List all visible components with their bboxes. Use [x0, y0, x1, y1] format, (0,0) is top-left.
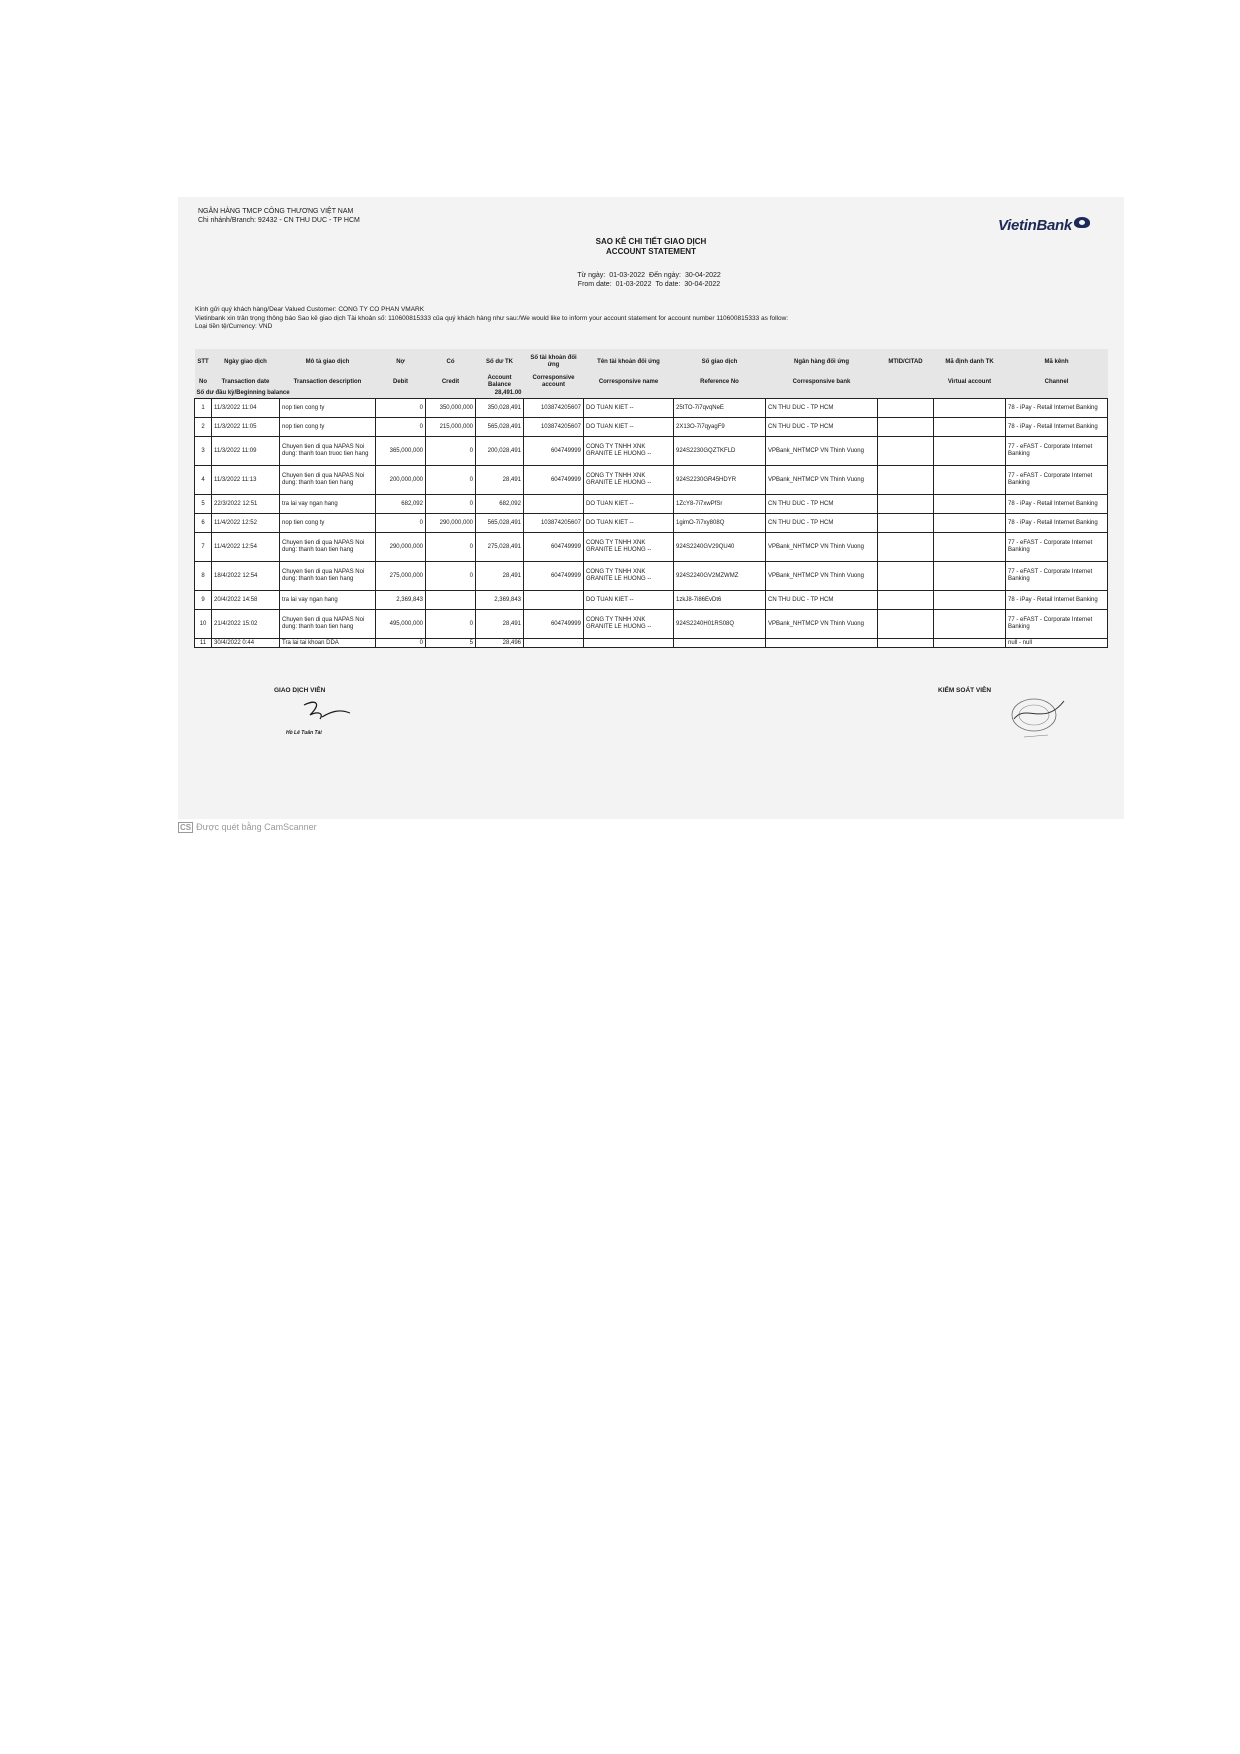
row-channel: 78 - iPay - Retail Internet Banking	[1006, 591, 1108, 610]
row-virtual	[934, 418, 1006, 437]
col-head-en: Virtual account	[934, 375, 1006, 389]
row-acct: 103874205607	[524, 514, 584, 533]
row-ref: 1gimO-7i7xy808Q	[674, 514, 766, 533]
col-head-vi: Số tài khoản đối ứng	[524, 349, 584, 375]
to-label-vi: Đến ngày:	[649, 272, 681, 279]
from-label-vi: Từ ngày:	[577, 272, 606, 279]
row-balance: 28,491	[476, 562, 524, 591]
from-label-en: From date:	[577, 281, 612, 288]
col-head-en: Corresponsive name	[584, 375, 674, 389]
row-no: 4	[195, 466, 212, 495]
row-acct: 604749999	[524, 562, 584, 591]
row-virtual	[934, 495, 1006, 514]
row-mtid	[878, 418, 934, 437]
row-name: CONG TY TNHH XNK GRANITE LE HUONG --	[584, 533, 674, 562]
row-balance: 200,028,491	[476, 437, 524, 466]
statement-table	[194, 349, 1108, 648]
row-bank: CN THU DUC - TP HCM	[766, 399, 878, 418]
row-virtual	[934, 533, 1006, 562]
col-head-en: Corresponsive bank	[766, 375, 878, 389]
row-date: 11/3/2022 11:09	[212, 437, 280, 466]
row-name: DO TUAN KIET --	[584, 399, 674, 418]
row-ref	[674, 639, 766, 648]
row-no: 9	[195, 591, 212, 610]
row-debit: 0	[376, 399, 426, 418]
table-row	[195, 562, 1108, 591]
row-channel: null - null	[1006, 639, 1108, 648]
row-desc: Chuyen tien di qua NAPAS Noi dung: thanh toan truoc tien hang	[280, 437, 376, 466]
col-head-vi: Nợ	[376, 349, 426, 375]
row-channel: 77 - eFAST - Corporate Internet Banking	[1006, 437, 1108, 466]
opening-label: Số dư đầu kỳ/Beginning balance	[195, 389, 476, 399]
row-desc: nop tien cong ty	[280, 514, 376, 533]
row-date: 21/4/2022 15:02	[212, 610, 280, 639]
row-name: CONG TY TNHH XNK GRANITE LE HUONG --	[584, 610, 674, 639]
row-ref: 2X13O-7i7qyagF9	[674, 418, 766, 437]
camscanner-text: Được quét bằng CamScanner	[196, 822, 317, 832]
row-date: 18/4/2022 12:54	[212, 562, 280, 591]
col-head-vi: MTID/CITAD	[878, 349, 934, 375]
row-date: 20/4/2022 14:58	[212, 591, 280, 610]
row-desc: tra lai vay ngan hang	[280, 591, 376, 610]
row-acct: 604749999	[524, 610, 584, 639]
row-date: 11/4/2022 12:54	[212, 533, 280, 562]
row-channel: 78 - iPay - Retail Internet Banking	[1006, 514, 1108, 533]
row-channel: 77 - eFAST - Corporate Internet Banking	[1006, 562, 1108, 591]
camscanner-watermark	[178, 822, 317, 833]
row-acct	[524, 591, 584, 610]
col-head-en: Debit	[376, 375, 426, 389]
col-head-vi: Mô tả giao dịch	[280, 349, 376, 375]
from-date-en: 01-03-2022	[615, 281, 652, 288]
row-ref: 1zkJ8-7i86EvDt6	[674, 591, 766, 610]
row-date: 11/3/2022 11:04	[212, 399, 280, 418]
row-acct: 604749999	[524, 533, 584, 562]
row-mtid	[878, 591, 934, 610]
col-head-vi: Tên tài khoản đối ứng	[584, 349, 674, 375]
row-mtid	[878, 533, 934, 562]
row-no: 7	[195, 533, 212, 562]
row-mtid	[878, 514, 934, 533]
row-date: 11/3/2022 11:13	[212, 466, 280, 495]
row-desc: tra lai vay ngan hang	[280, 495, 376, 514]
col-head-vi: Mã kênh	[1006, 349, 1108, 375]
teller-signature	[298, 697, 358, 731]
row-desc: nop tien cong ty	[280, 399, 376, 418]
row-name: DO TUAN KIET --	[584, 495, 674, 514]
opening-balance: 28,491.00	[476, 389, 524, 399]
row-debit: 2,369,843	[376, 591, 426, 610]
row-debit: 495,000,000	[376, 610, 426, 639]
header-row-en	[195, 375, 1108, 389]
col-head-en: No	[195, 375, 212, 389]
row-mtid	[878, 639, 934, 648]
intro-block	[195, 306, 788, 332]
col-head-en: Reference No	[674, 375, 766, 389]
row-credit: 215,000,000	[426, 418, 476, 437]
row-bank: VPBank_NHTMCP VN Thinh Vuong	[766, 533, 878, 562]
row-debit: 0	[376, 639, 426, 648]
row-acct: 103874205607	[524, 418, 584, 437]
row-credit: 0	[426, 533, 476, 562]
table-row	[195, 418, 1108, 437]
row-bank: CN THU DUC - TP HCM	[766, 514, 878, 533]
row-credit: 5	[426, 639, 476, 648]
row-no: 1	[195, 399, 212, 418]
row-virtual	[934, 562, 1006, 591]
row-bank: CN THU DUC - TP HCM	[766, 495, 878, 514]
row-mtid	[878, 562, 934, 591]
customer-line: Kính gửi quý khách hàng/Dear Valued Customer: CONG TY CO PHAN VMARK	[195, 306, 425, 313]
row-credit: 0	[426, 437, 476, 466]
row-name: CONG TY TNHH XNK GRANITE LE HUONG --	[584, 466, 674, 495]
row-virtual	[934, 399, 1006, 418]
row-desc: Chuyen tien di qua NAPAS Noi dung: thanh toan tien hang	[280, 610, 376, 639]
row-ref: 924S2240GV29QU40	[674, 533, 766, 562]
to-date-vi: 30-04-2022	[684, 272, 721, 279]
table-row	[195, 399, 1108, 418]
row-bank: CN THU DUC - TP HCM	[766, 418, 878, 437]
row-acct	[524, 639, 584, 648]
row-bank: VPBank_NHTMCP VN Thinh Vuong	[766, 466, 878, 495]
opening-filler	[524, 389, 1108, 399]
teller-label: GIAO DỊCH VIÊN	[274, 687, 326, 694]
row-ref: 924S2240GV2MZWMZ	[674, 562, 766, 591]
row-ref: 924S2240H01RS08Q	[674, 610, 766, 639]
row-balance: 2,369,843	[476, 591, 524, 610]
camscanner-badge: CS	[180, 823, 192, 832]
col-head-en: Transaction date	[212, 375, 280, 389]
col-head-en: Account Balance	[476, 375, 524, 389]
row-balance: 565,028,491	[476, 418, 524, 437]
logo-mark-icon	[1074, 217, 1090, 228]
table-row	[195, 437, 1108, 466]
teller-name: Hồ Lê Tuấn Tài	[286, 730, 322, 736]
row-desc: nop tien cong ty	[280, 418, 376, 437]
row-date: 11/3/2022 11:05	[212, 418, 280, 437]
row-desc: Chuyen tien di qua NAPAS Noi dung: thanh toan tien hang	[280, 562, 376, 591]
row-balance: 28,496	[476, 639, 524, 648]
bank-header	[198, 207, 360, 225]
row-channel: 78 - iPay - Retail Internet Banking	[1006, 418, 1108, 437]
doc-title-en: ACCOUNT STATEMENT	[606, 247, 696, 256]
table-row	[195, 466, 1108, 495]
row-no: 6	[195, 514, 212, 533]
col-head-vi: Số dư TK	[476, 349, 524, 375]
row-bank	[766, 639, 878, 648]
row-name	[584, 639, 674, 648]
table-row	[195, 533, 1108, 562]
table-row	[195, 591, 1108, 610]
scanned-document	[178, 197, 1124, 819]
row-acct: 103874205607	[524, 399, 584, 418]
row-virtual	[934, 591, 1006, 610]
table-row	[195, 639, 1108, 648]
row-channel: 77 - eFAST - Corporate Internet Banking	[1006, 610, 1108, 639]
from-date-vi: 01-03-2022	[609, 272, 646, 279]
table-row	[195, 610, 1108, 639]
row-ref: 924S2230GQZTKFLD	[674, 437, 766, 466]
to-label-en: To date:	[655, 281, 681, 288]
row-virtual	[934, 466, 1006, 495]
col-head-vi: Số giao dịch	[674, 349, 766, 375]
row-debit: 682,092	[376, 495, 426, 514]
row-bank: CN THU DUC - TP HCM	[766, 591, 878, 610]
row-acct	[524, 495, 584, 514]
row-balance: 350,028,491	[476, 399, 524, 418]
row-credit: 290,000,000	[426, 514, 476, 533]
row-ref: 1ZcY8-7i7xwPfSr	[674, 495, 766, 514]
bank-branch: Chi nhánh/Branch: 92432 - CN THU DUC - TP HCM	[198, 217, 360, 224]
row-virtual	[934, 437, 1006, 466]
row-credit: 350,000,000	[426, 399, 476, 418]
col-head-vi: Ngày giao dịch	[212, 349, 280, 375]
row-balance: 682,092	[476, 495, 524, 514]
table-row	[195, 495, 1108, 514]
row-credit: 0	[426, 562, 476, 591]
col-head-vi: STT	[195, 349, 212, 375]
row-channel: 78 - iPay - Retail Internet Banking	[1006, 495, 1108, 514]
row-bank: VPBank_NHTMCP VN Thinh Vuong	[766, 562, 878, 591]
row-credit: 0	[426, 466, 476, 495]
row-no: 10	[195, 610, 212, 639]
row-debit: 290,000,000	[376, 533, 426, 562]
controller-stamp	[1004, 693, 1074, 741]
doc-title-vi: SAO KÊ CHI TIẾT GIAO DỊCH	[595, 237, 707, 246]
currency-line: Loại tiền tệ/Currency: VND	[195, 323, 273, 330]
row-date: 30/4/2022 0:44	[212, 639, 280, 648]
row-date: 11/4/2022 12:52	[212, 514, 280, 533]
col-head-en: Channel	[1006, 375, 1108, 389]
row-bank: VPBank_NHTMCP VN Thinh Vuong	[766, 437, 878, 466]
row-mtid	[878, 437, 934, 466]
row-debit: 365,000,000	[376, 437, 426, 466]
col-head-vi: Có	[426, 349, 476, 375]
logo-text: VietinBank	[998, 217, 1072, 234]
row-debit: 275,000,000	[376, 562, 426, 591]
row-date: 22/3/2022 12:51	[212, 495, 280, 514]
row-desc: Tra lai tai khoan DDA	[280, 639, 376, 648]
vietinbank-logo	[998, 217, 1090, 235]
col-head-en: Transaction description	[280, 375, 376, 389]
row-mtid	[878, 495, 934, 514]
period-vi	[178, 271, 1124, 280]
row-credit: 0	[426, 495, 476, 514]
row-debit: 0	[376, 418, 426, 437]
row-no: 11	[195, 639, 212, 648]
row-mtid	[878, 610, 934, 639]
row-bank: VPBank_NHTMCP VN Thinh Vuong	[766, 610, 878, 639]
row-name: CONG TY TNHH XNK GRANITE LE HUONG --	[584, 437, 674, 466]
row-acct: 604749999	[524, 466, 584, 495]
account-line: Vietinbank xin trân trọng thông báo Sao kê giao dịch Tài khoản số: 110600815333 của quý khách hàng như sau:/We would like to inform your account statement for account number 110600815333 as follow:	[195, 314, 789, 322]
row-channel: 77 - eFAST - Corporate Internet Banking	[1006, 533, 1108, 562]
controller-label: KIỂM SOÁT VIÊN	[938, 687, 992, 694]
col-head-en: Corresponsive account	[524, 375, 584, 389]
row-acct: 604749999	[524, 437, 584, 466]
col-head-vi: Ngân hàng đối ứng	[766, 349, 878, 375]
row-desc: Chuyen tien di qua NAPAS Noi dung: thanh toan tien hang	[280, 466, 376, 495]
row-name: DO TUAN KIET --	[584, 514, 674, 533]
row-ref: 25tTO-7i7qvqNeE	[674, 399, 766, 418]
row-name: CONG TY TNHH XNK GRANITE LE HUONG --	[584, 562, 674, 591]
row-debit: 0	[376, 514, 426, 533]
row-desc: Chuyen tien di qua NAPAS Noi dung: thanh toan tien hang	[280, 533, 376, 562]
row-ref: 924S2230GR45HDYR	[674, 466, 766, 495]
row-name: DO TUAN KIET --	[584, 591, 674, 610]
row-no: 5	[195, 495, 212, 514]
row-balance: 28,491	[476, 466, 524, 495]
row-virtual	[934, 639, 1006, 648]
header-row-vi	[195, 349, 1108, 375]
opening-balance-row	[195, 389, 1108, 399]
row-no: 2	[195, 418, 212, 437]
to-date-en: 30-04-2022	[684, 281, 721, 288]
row-mtid	[878, 399, 934, 418]
row-no: 8	[195, 562, 212, 591]
row-credit	[426, 591, 476, 610]
row-name: DO TUAN KIET --	[584, 418, 674, 437]
row-mtid	[878, 466, 934, 495]
period-en	[178, 280, 1124, 289]
row-balance: 275,028,491	[476, 533, 524, 562]
row-credit: 0	[426, 610, 476, 639]
table-row	[195, 514, 1108, 533]
bank-name: NGÂN HÀNG TMCP CÔNG THƯƠNG VIỆT NAM	[198, 208, 354, 215]
row-no: 3	[195, 437, 212, 466]
row-balance: 28,491	[476, 610, 524, 639]
row-debit: 200,000,000	[376, 466, 426, 495]
row-channel: 77 - eFAST - Corporate Internet Banking	[1006, 466, 1108, 495]
row-virtual	[934, 514, 1006, 533]
col-head-en: Credit	[426, 375, 476, 389]
row-virtual	[934, 610, 1006, 639]
col-head-vi: Mã định danh TK	[934, 349, 1006, 375]
col-head-en	[878, 375, 934, 389]
row-balance: 565,028,491	[476, 514, 524, 533]
row-channel: 78 - iPay - Retail Internet Banking	[1006, 399, 1108, 418]
